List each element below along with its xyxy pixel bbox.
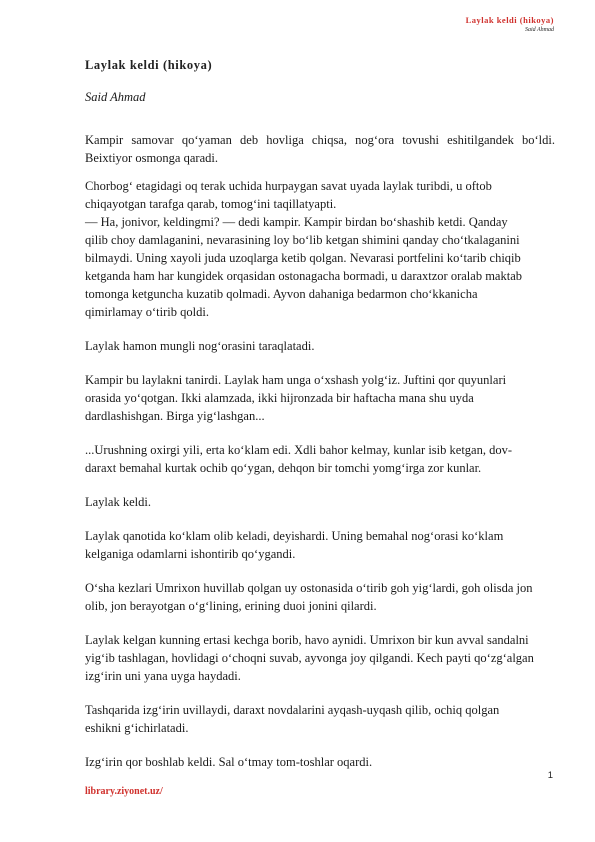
page-number: 1 xyxy=(547,770,553,781)
paragraph-7: Laylak qanotida ko‘klam olib keladi, deyishardi. Uning bemahal nog‘orasi ko‘klam kelganiga odamlarni ishontirib qo‘ygandi. xyxy=(85,529,504,561)
document-author: Said Ahmad xyxy=(85,90,146,104)
paragraph-3: Laylak hamon mungli nog‘orasini taraqlatadi. xyxy=(85,339,315,353)
story-body xyxy=(85,131,555,771)
paragraph-8: O‘sha kezlari Umrixon huvillab qolgan uy ostonasida o‘tirib goh yig‘lardi, goh olisda jon olib, jon berayotgan o‘g‘lining, erining duoi jonini qilardi. xyxy=(85,581,533,613)
running-header-title: Laylak keldi (hikoya) xyxy=(465,15,554,25)
paragraph-6: Laylak keldi. xyxy=(85,495,151,509)
running-header-author: Said Ahmad xyxy=(524,26,554,33)
running-header xyxy=(466,16,554,33)
footer-site-link[interactable]: library.ziyonet.uz/ xyxy=(85,786,163,797)
paragraph-11: Izg‘irin qor boshlab keldi. Sal o‘tmay tom-toshlar oqardi. xyxy=(85,755,373,769)
document-title: Laylak keldi (hikoya) xyxy=(85,58,213,72)
paragraph-10: Tashqarida izg‘irin uvillaydi, daraxt novdalarini ayqash-uyqash qilib, ochiq qolgan eshikni g‘ichirlatadi. xyxy=(85,703,500,735)
paragraph-9: Laylak kelgan kunning ertasi kechga borib, havo aynidi. Umrixon bir kun avval sandalni yig‘ib tashlagan, hovlidagi o‘choqni suvab, ayvonga joy qilgandi. Kech payti qo‘zg‘algan izg‘irin uni yana uyga haydadi. xyxy=(85,633,534,683)
paragraph-5: ...Urushning oxirgi yili, erta ko‘klam edi. Xdli bahor kelmay, kunlar isib ketgan, dov- daraxt bemahal kurtak ochib qo‘ygan, dehqon bir tomchi yomg‘irga zor kunlar. xyxy=(85,443,513,475)
paragraph-2: Chorbog‘ etagidagi oq terak uchida hurpaygan savat uyada laylak turibdi, u oftob chiqayotgan tarafga qarab, tomog‘ini taqillatyapti. — Ha, jonivor, keldingmi? — dedi kampir. Kampir birdan bo‘shashib ketdi. Qanday qilib choy damlaganini, nevarasining loy bo‘lib ketgan shimini qanday cho‘tkalaganini bilmaydi. Uning xayoli juda uzoqlarga ketib qolgan. Nevarasi portfelini ko‘tarib chiqib ketganda ham har kungidek orqasidan ostonagacha bormadi, u daraxtzor oralab maktab tomonga ketguncha kuzatib qolmadi. Ayvon dahaniga bedarmon cho‘kkanicha qimirlamay o‘tirib qoldi. xyxy=(85,179,522,319)
paragraph-4: Kampir bu laylakni tanirdi. Laylak ham unga o‘xshash yolg‘iz. Juftini qor quyunlari orasida yo‘qotgan. Ikki alamzada, ikki hijronzada bir haftacha mana shu uyda dardlashishgan. Birga yig‘lashgan... xyxy=(85,373,507,423)
paragraph-1: Kampir samovar qo‘yaman deb hovliga chiqsa, nog‘ora tovushi eshitilgandek bo‘ldi. Beixtiyor osmonga qaradi. xyxy=(85,133,555,165)
